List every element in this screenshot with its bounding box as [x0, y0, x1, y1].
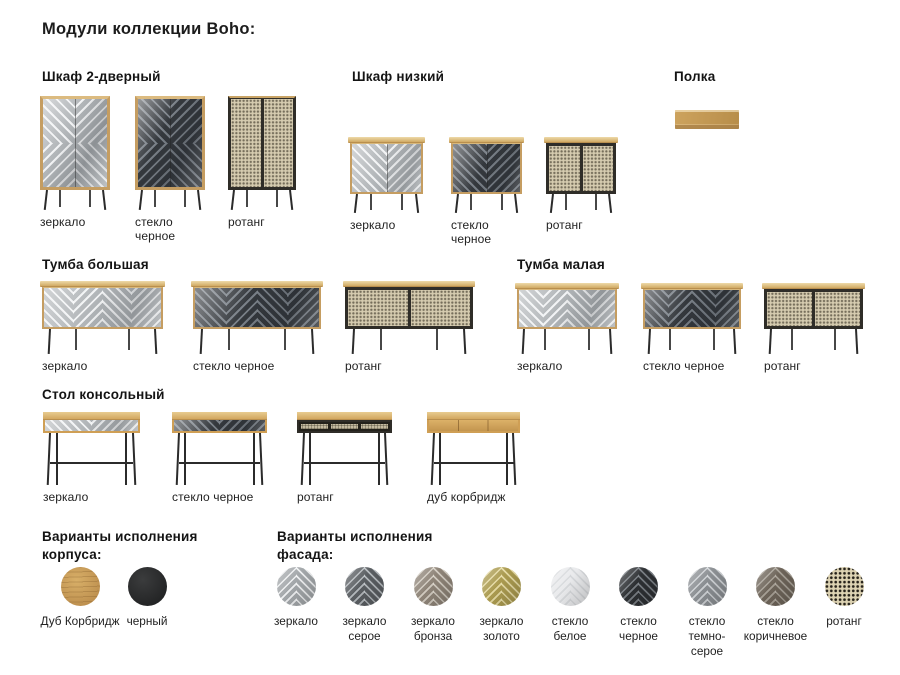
furniture-legs: [546, 194, 616, 213]
swatch-label: Дуб Корбридж: [40, 614, 120, 628]
facade-swatch-mirror-gray: [333, 567, 397, 659]
console-oak-figure: [427, 420, 520, 433]
facade-swatch-mirror-bronze: [401, 567, 465, 659]
console-variant-black-glass: [172, 412, 267, 504]
wardrobe2-black-glass-figure: [135, 96, 205, 190]
variant-label: стекло черное: [451, 218, 492, 246]
tv-stand-big-variant-black-glass: [193, 281, 321, 373]
glass-white-swatch-circle: [551, 567, 590, 606]
furniture-legs: [43, 433, 140, 485]
console-black-glass-figure: [172, 420, 267, 433]
section-title-wardrobe-low: Шкаф низкий: [352, 69, 445, 84]
console-variant-mirror: [43, 412, 140, 504]
furniture-legs: [350, 194, 423, 213]
facade-swatch-mirror: [264, 567, 328, 659]
variant-label: стекло черное: [193, 359, 275, 373]
tv-stand-small-rattan-figure: [764, 289, 863, 329]
variant-label: зеркало: [350, 218, 396, 232]
furniture-legs: [42, 329, 163, 354]
wardrobe-low-variant-mirror: [350, 137, 423, 232]
page-title: Модули коллекции Boho:: [42, 20, 256, 38]
variant-label: стекло черное: [643, 359, 725, 373]
swatch-label: зеркало золото: [479, 614, 524, 644]
variant-label: ротанг: [297, 490, 334, 504]
furniture-legs: [643, 329, 741, 354]
tv-stand-small-variant-rattan: [764, 283, 863, 373]
wardrobe-low-mirror-figure: [350, 143, 423, 194]
wardrobe-low-variant-black-glass: [451, 137, 522, 246]
wardrobe-low-black-glass-figure: [451, 143, 522, 194]
tv-stand-big-variant-mirror: [42, 281, 163, 373]
mirror-swatch-circle: [277, 567, 316, 606]
tv-stand-big-variant-rattan: [345, 281, 473, 373]
swatch-label: зеркало: [274, 614, 318, 628]
furniture-legs: [764, 329, 863, 354]
furniture-legs: [451, 194, 522, 213]
tv-stand-small-mirror-figure: [517, 289, 617, 329]
rattan-swatch-circle: [825, 567, 864, 606]
swatch-label: ротанг: [826, 614, 862, 628]
console-variant-rattan: [297, 412, 392, 504]
variant-label: зеркало: [40, 215, 86, 229]
variant-label: дуб корбридж: [427, 490, 506, 504]
swatch-label: стекло черное: [619, 614, 658, 644]
black-swatch-circle: [128, 567, 167, 606]
furniture-legs: [40, 190, 110, 210]
section-title-console-table: Стол консольный: [42, 387, 165, 402]
furniture-legs: [345, 329, 473, 354]
furniture-legs: [517, 329, 617, 354]
section-title-tv-stand-small: Тумба малая: [517, 257, 605, 272]
tv-stand-small-variant-black-glass: [643, 283, 741, 373]
section-title-wardrobe-2door: Шкаф 2-дверный: [42, 69, 161, 84]
wardrobe2-variant-rattan: [228, 96, 296, 229]
furniture-legs: [297, 433, 392, 485]
variant-label: зеркало: [42, 359, 88, 373]
variant-label: зеркало: [517, 359, 563, 373]
furniture-legs: [135, 190, 205, 210]
facade-swatch-glass-brown: [744, 567, 808, 659]
swatch-label: стекло темно-серое: [688, 614, 726, 659]
wardrobe2-variant-black-glass: [135, 96, 205, 243]
variant-label: ротанг: [764, 359, 801, 373]
furniture-legs: [427, 433, 520, 485]
glass-darkgray-swatch-circle: [688, 567, 727, 606]
section-title-body-finishes: Варианты исполнения корпуса:: [42, 529, 198, 562]
variant-label: стекло черное: [135, 215, 176, 243]
facade-swatch-glass-white: [538, 567, 602, 659]
furniture-legs: [193, 329, 321, 354]
wardrobe2-mirror-figure: [40, 96, 110, 190]
swatch-label: зеркало бронза: [411, 614, 455, 644]
variant-label: ротанг: [345, 359, 382, 373]
furniture-legs: [172, 433, 267, 485]
tv-stand-small-black-glass-figure: [643, 289, 741, 329]
console-variant-oak: [427, 412, 520, 504]
facade-swatch-mirror-gold: [470, 567, 534, 659]
wardrobe2-variant-mirror: [40, 96, 110, 229]
wood-top: [297, 412, 392, 420]
glass-brown-swatch-circle: [756, 567, 795, 606]
oak-corbridge-swatch-circle: [61, 567, 100, 606]
shelf-figure: [675, 110, 739, 129]
facade-swatch-glass-black: [607, 567, 671, 659]
wardrobe-low-variant-rattan: [546, 137, 616, 232]
wood-top: [427, 412, 520, 420]
tv-stand-small-variant-mirror: [517, 283, 617, 373]
tv-stand-big-mirror-figure: [42, 287, 163, 329]
facade-swatch-rattan: [812, 567, 876, 659]
mirror-gray-swatch-circle: [345, 567, 384, 606]
body-swatch-black: [114, 567, 180, 629]
wood-top: [43, 412, 140, 420]
swatch-label: стекло белое: [551, 614, 589, 644]
mirror-bronze-swatch-circle: [414, 567, 453, 606]
section-title-facade-finishes: Варианты исполнения фасада:: [277, 529, 433, 562]
tv-stand-big-rattan-figure: [345, 287, 473, 329]
console-mirror-figure: [43, 420, 140, 433]
wardrobe-low-rattan-figure: [546, 143, 616, 194]
variant-label: ротанг: [228, 215, 265, 229]
tv-stand-big-black-glass-figure: [193, 287, 321, 329]
section-title-shelf: Полка: [674, 69, 716, 84]
wood-top: [172, 412, 267, 420]
glass-black-swatch-circle: [619, 567, 658, 606]
wardrobe2-rattan-figure: [228, 96, 296, 190]
swatch-label: черный: [126, 614, 168, 628]
variant-label: стекло черное: [172, 490, 254, 504]
swatch-label: зеркало серое: [342, 614, 387, 644]
body-swatch-oak-corbridge: [38, 567, 122, 629]
facade-swatch-glass-darkgray: [675, 567, 739, 659]
mirror-gold-swatch-circle: [482, 567, 521, 606]
console-rattan-figure: [297, 420, 392, 433]
variant-label: зеркало: [43, 490, 89, 504]
section-title-tv-stand-big: Тумба большая: [42, 257, 149, 272]
furniture-legs: [228, 190, 296, 210]
variant-label: ротанг: [546, 218, 583, 232]
facade-swatch-row: [264, 567, 876, 659]
swatch-label: стекло коричневое: [743, 614, 808, 644]
